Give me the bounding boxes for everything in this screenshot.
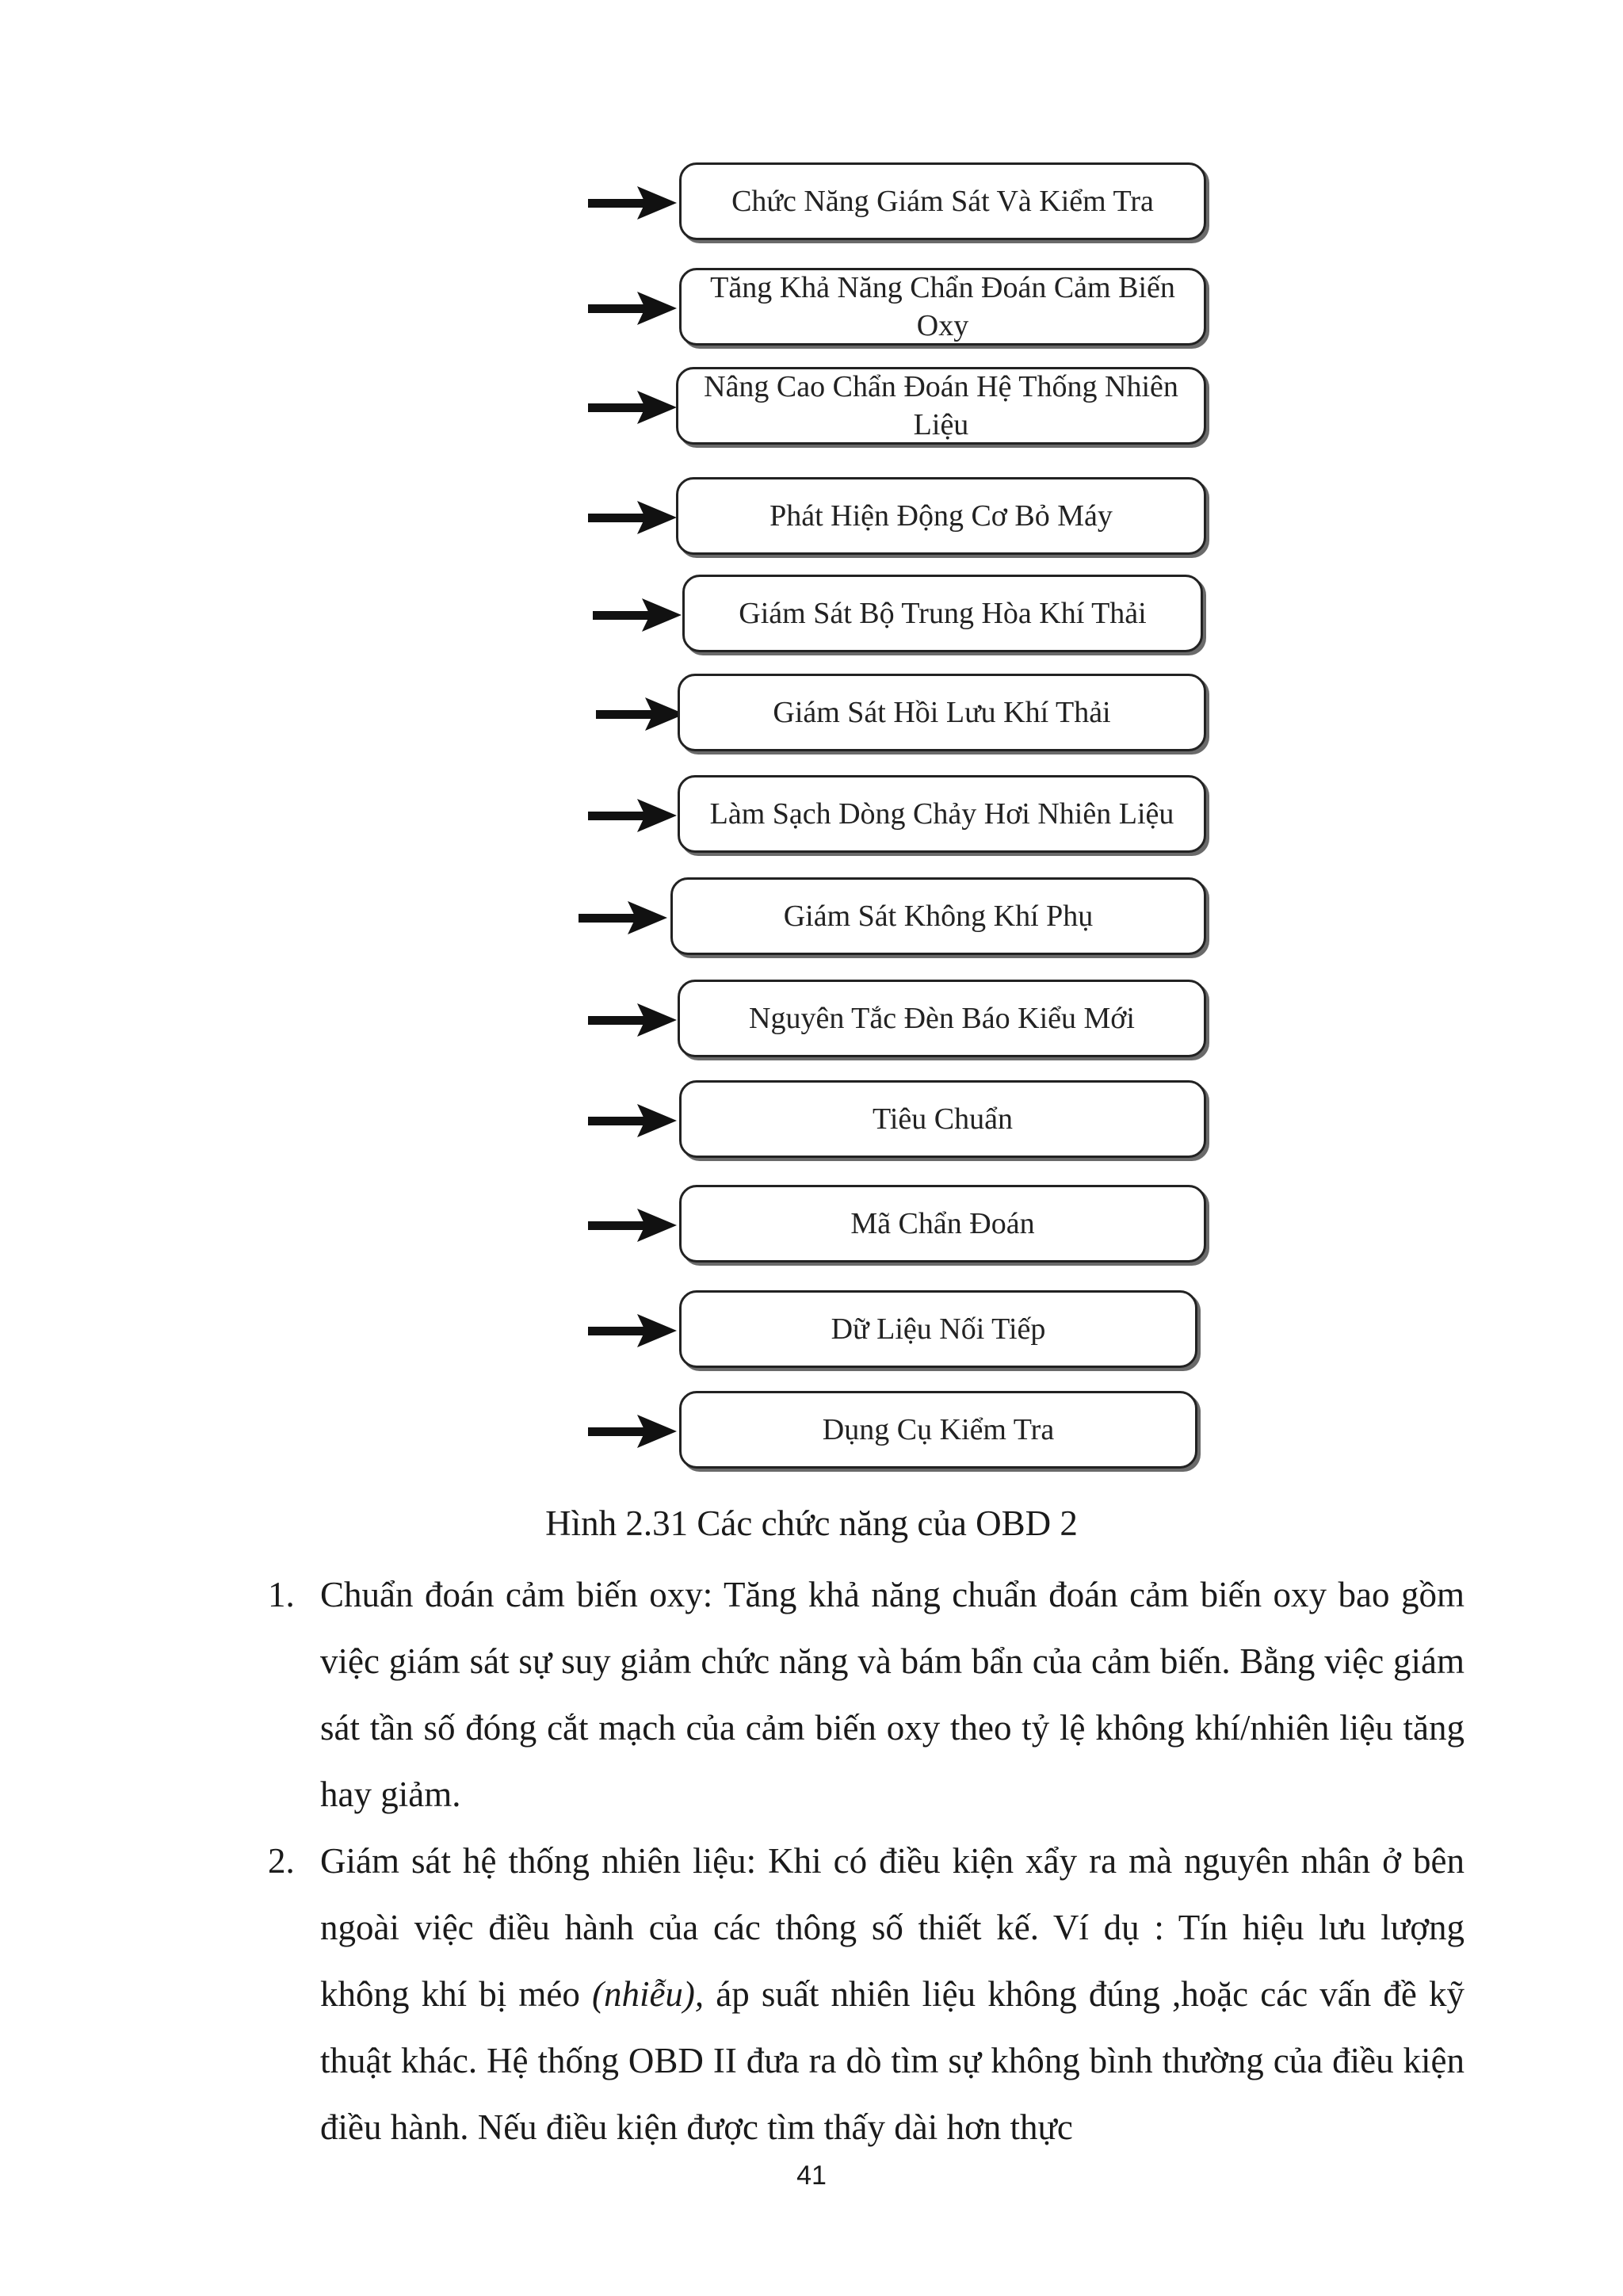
- list-item-text: Chuẩn đoán cảm biến oxy: Tăng khả năng chuẩn đoán cảm biến oxy bao gồm việc giám sát sự suy giảm chức năng và bám bẩn của cảm biến. Bằng việc giám sát tần số đóng cắt mạch của cảm biến oxy theo tỷ lệ không khí/nhiên liệu tăng hay giảm.: [320, 1575, 1465, 1814]
- function-box: [678, 775, 1206, 853]
- function-box-label: Phát Hiện Động Cơ Bỏ Máy: [769, 499, 1113, 533]
- diagram-row: [0, 980, 1623, 1062]
- arrow-right-icon: [588, 1290, 691, 1373]
- arrow-right-icon: [588, 775, 691, 858]
- function-box-label: Chức Năng Giám Sát Và Kiểm Tra: [731, 185, 1154, 218]
- diagram-row: [0, 1391, 1623, 1473]
- list-item: [268, 1561, 1465, 1828]
- figure-caption: Hình 2.31 Các chức năng của OBD 2: [545, 1503, 1078, 1543]
- function-box: [679, 268, 1206, 346]
- arrow-right-icon: [588, 980, 691, 1062]
- function-box-label: Tăng Khả Năng Chẩn Đoán Cảm Biến Oxy: [710, 271, 1175, 342]
- function-box: [679, 1185, 1206, 1263]
- arrow-right-icon: [588, 1391, 691, 1473]
- diagram-row: [0, 877, 1623, 960]
- function-box-label: Làm Sạch Dòng Chảy Hơi Nhiên Liệu: [709, 797, 1174, 831]
- function-box-label: Mã Chẩn Đoán: [850, 1207, 1035, 1240]
- list-item-text-italic: (nhiễu),: [591, 1974, 705, 2014]
- diagram-row: [0, 268, 1623, 350]
- function-box: [679, 162, 1206, 240]
- arrow-right-icon: [579, 877, 682, 960]
- page-number: 41: [796, 2160, 827, 2191]
- function-box: [676, 367, 1206, 445]
- diagram-row: [0, 367, 1623, 449]
- function-box-label: Dụng Cụ Kiểm Tra: [822, 1413, 1055, 1446]
- function-box-label: Tiêu Chuẩn: [872, 1102, 1013, 1136]
- function-box-label: Giám Sát Bộ Trung Hòa Khí Thải: [739, 597, 1147, 630]
- diagram-row: [0, 1185, 1623, 1267]
- arrow-right-icon: [588, 1185, 691, 1267]
- arrow-right-icon: [588, 1080, 691, 1163]
- diagram-row: [0, 674, 1623, 756]
- function-box-label: Giám Sát Hồi Lưu Khí Thải: [773, 696, 1111, 729]
- function-box-label: Dữ Liệu Nối Tiếp: [831, 1312, 1046, 1346]
- list-item-number: 2.: [268, 1841, 295, 1881]
- diagram-row: [0, 477, 1623, 560]
- list-item: [268, 1828, 1465, 2160]
- diagram-row: [0, 775, 1623, 858]
- list-item-text-end: áp suất nhiên liệu không đúng ,hoặc các vấn đề kỹ thuật khác. Hệ thống OBD II đưa ra dò tìm sự không bình thường của điều kiện điều hành. Nếu điều kiện được tìm thấy dài hơn thực: [320, 1974, 1465, 2147]
- arrow-right-icon: [588, 268, 691, 350]
- function-box: [670, 877, 1206, 955]
- body-list: [268, 1561, 1465, 2160]
- function-box: [679, 1290, 1197, 1368]
- function-box: [678, 674, 1206, 751]
- list-item-text-start: Giám sát hệ thống nhiên liệu: Khi có điều kiện xẩy ra mà nguyên nhân ở bên ngoài việc điều hành của các thông số thiết kế. Ví dụ : Tín hiệu lưu lượng không khí bị méo: [320, 1841, 1465, 2014]
- function-box: [679, 1080, 1206, 1158]
- function-box: [679, 1391, 1197, 1469]
- diagram-row: [0, 162, 1623, 245]
- function-box-label: Nâng Cao Chẩn Đoán Hệ Thống Nhiên Liệu: [704, 370, 1178, 441]
- function-box: [682, 575, 1203, 652]
- list-item-number: 1.: [268, 1575, 295, 1614]
- function-box: [676, 477, 1206, 555]
- diagram-row: [0, 1080, 1623, 1163]
- diagram-row: [0, 575, 1623, 657]
- arrow-right-icon: [588, 162, 691, 245]
- arrow-right-icon: [593, 575, 696, 657]
- function-box: [678, 980, 1206, 1057]
- diagram-row: [0, 1290, 1623, 1373]
- function-box-label: Nguyên Tắc Đèn Báo Kiểu Mới: [749, 1002, 1135, 1035]
- function-box-label: Giám Sát Không Khí Phụ: [783, 900, 1094, 933]
